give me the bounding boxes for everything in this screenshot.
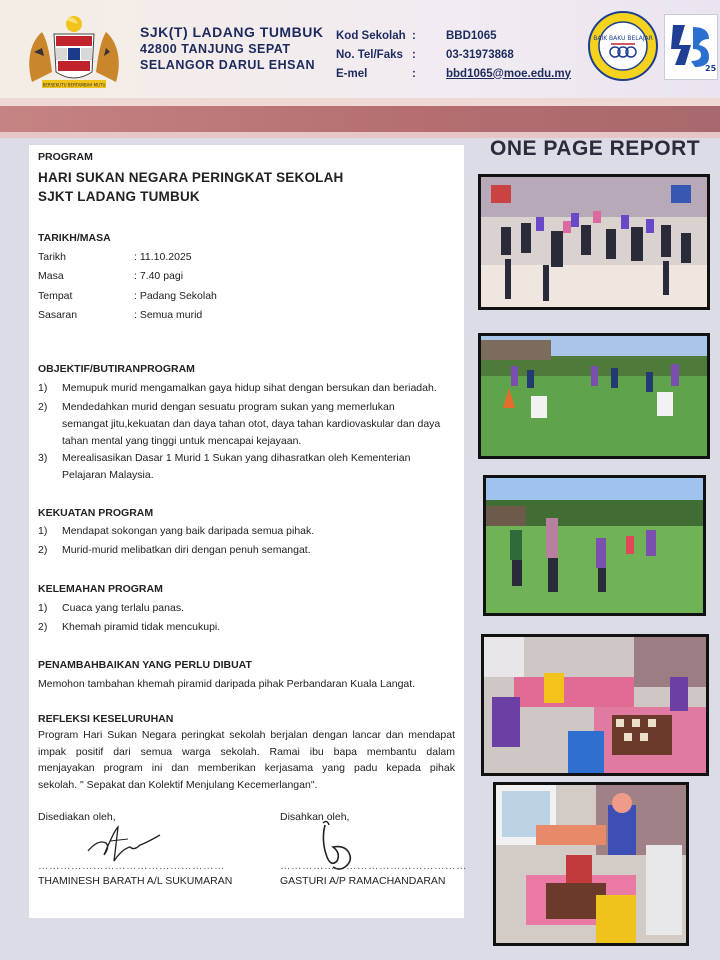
- weakness-number: 2): [38, 621, 48, 633]
- svg-text:BERSEKUTU BERTAMBAH MUTU: BERSEKUTU BERTAMBAH MUTU: [42, 82, 106, 88]
- weakness-text: Cuaca yang terlalu panas.: [62, 602, 184, 614]
- objective-text: Pelajaran Malaysia.: [62, 469, 154, 481]
- contact-code-row: [336, 26, 571, 45]
- school-badge-logo: [587, 10, 659, 82]
- strength-item: [38, 542, 458, 559]
- malaysia-crest-logo: [22, 12, 126, 92]
- school-address-1: 42800 TANJUNG SEPAT: [140, 42, 291, 56]
- detail-value-target: : Semua murid: [134, 309, 203, 321]
- header-band: [0, 106, 720, 132]
- reflection-heading: REFLEKSI KESELURUHAN: [38, 713, 174, 725]
- reflection-line: sekolah. " Sepakat dan Kolektif Menjulang Kecemerlangan".: [38, 779, 318, 791]
- contact-block: [336, 26, 571, 83]
- weakness-text: Khemah piramid tidak mencukupi.: [62, 621, 221, 633]
- contact-label: Kod Sekolah: [336, 29, 406, 42]
- reflection-line: impak positif dari semua warga sekolah. Ramai ibu bapa membantu dalam: [38, 746, 455, 758]
- detail-value-time: : 7.40 pagi: [134, 270, 184, 282]
- detail-label-date: Tarikh: [38, 251, 67, 263]
- school-info: [140, 24, 323, 72]
- svg-text:25: 25: [705, 64, 717, 73]
- strength-number: 1): [38, 525, 48, 537]
- email-link[interactable]: bbd1065@moe.edu.my: [446, 67, 571, 80]
- report-card: [29, 145, 467, 918]
- program-heading: PROGRAM: [38, 151, 93, 163]
- objective-number: 2): [38, 401, 48, 413]
- objective-text: tahan mental yang tinggi untuk mencapai kejayaan.: [62, 435, 302, 447]
- approved-by-name: GASTURI A/P RAMACHANDARAN: [280, 875, 446, 887]
- objective-text: Merealisasikan Dasar 1 Murid 1 Sukan yang dihasratkan oleh Kementerian: [62, 452, 411, 464]
- strength-text: Mendapat sokongan yang baik daripada semua pihak.: [62, 525, 315, 537]
- detail-value-place: : Padang Sekolah: [134, 290, 217, 302]
- improvements-text: Memohon tambahan khemah piramid daripada pihak Perbandaran Kuala Langat.: [38, 678, 416, 690]
- detail-value-date: : 11.10.2025: [134, 251, 192, 263]
- photo-classroom-game: [493, 782, 689, 946]
- weaknesses-heading: KELEMAHAN PROGRAM: [38, 583, 163, 595]
- objective-item: [38, 399, 458, 450]
- weakness-item: [38, 619, 458, 636]
- contact-sep: :: [412, 48, 416, 61]
- report-title: ONE PAGE REPORT: [490, 137, 701, 160]
- contact-sep: :: [412, 29, 416, 42]
- weakness-item: [38, 600, 458, 617]
- contact-email-row: [336, 64, 571, 83]
- reflection-line: menjayakan program ini dan memberikan kerjasama yang padu kepada pihak: [38, 762, 455, 774]
- objective-text: semangat jitu,kekuatan dan daya tahan otot, daya tahan kardiovaskular dan daya: [62, 418, 441, 430]
- contact-phone-row: [336, 45, 571, 64]
- detail-label-target: Sasaran: [38, 309, 78, 321]
- svg-text:BAIK BAKU BELAJAR: BAIK BAKU BELAJAR: [593, 35, 653, 42]
- school-name: SJK(T) LADANG TUMBUK: [140, 24, 324, 40]
- program-title-1: HARI SUKAN NEGARA PERINGKAT SEKOLAH: [38, 170, 344, 185]
- school-address-2: SELANGOR DARUL EHSAN: [140, 58, 316, 72]
- strength-number: 2): [38, 544, 48, 556]
- objective-number: 1): [38, 382, 48, 394]
- reflection-line: Program Hari Sukan Negara peringkat sekolah berjalan dengan lancar dan mendapat: [38, 729, 455, 741]
- details-heading: TARIKH/MASA: [38, 232, 111, 244]
- photo-hopping-game: [483, 475, 706, 616]
- approved-signature-line: ……………………………………………: [280, 860, 467, 872]
- phone-number: 03-31973868: [446, 48, 514, 61]
- objective-number: 3): [38, 452, 48, 464]
- photo-field-games: [478, 333, 710, 459]
- strength-item: [38, 523, 458, 540]
- prepared-signature-line: ……………………………………………: [38, 860, 225, 872]
- strengths-heading: KEKUATAN PROGRAM: [38, 507, 154, 519]
- program-title-2: SJKT LADANG TUMBUK: [38, 189, 200, 204]
- detail-label-time: Masa: [38, 270, 64, 282]
- objectives-heading: OBJEKTIF/BUTIRANPROGRAM: [38, 363, 195, 375]
- strength-text: Murid-murid melibatkan diri dengan penuh semangat.: [62, 544, 311, 556]
- 25-years-logo: [664, 14, 718, 80]
- photo-checkers: [481, 634, 709, 776]
- contact-label: E-mel: [336, 67, 368, 80]
- photo-aerobics: [478, 174, 710, 310]
- weakness-number: 1): [38, 602, 48, 614]
- improvements-heading: PENAMBAHBAIKAN YANG PERLU DIBUAT: [38, 659, 252, 671]
- prepared-by-name: THAMINESH BARATH A/L SUKUMARAN: [38, 875, 233, 887]
- school-code: BBD1065: [446, 29, 497, 42]
- prepared-by-label: Disediakan oleh,: [38, 811, 116, 823]
- detail-label-place: Tempat: [38, 290, 73, 302]
- contact-sep: :: [412, 67, 416, 80]
- objective-text: Memupuk murid mengamalkan gaya hidup sihat dengan bersukan dan beriadah.: [62, 382, 437, 394]
- approved-by-label: Disahkan oleh,: [280, 811, 350, 823]
- objective-item: [38, 450, 458, 484]
- contact-label: No. Tel/Faks: [336, 48, 403, 61]
- objective-item: [38, 380, 458, 397]
- objective-text: Mendedahkan murid dengan sesuatu program sukan yang memerlukan: [62, 401, 395, 413]
